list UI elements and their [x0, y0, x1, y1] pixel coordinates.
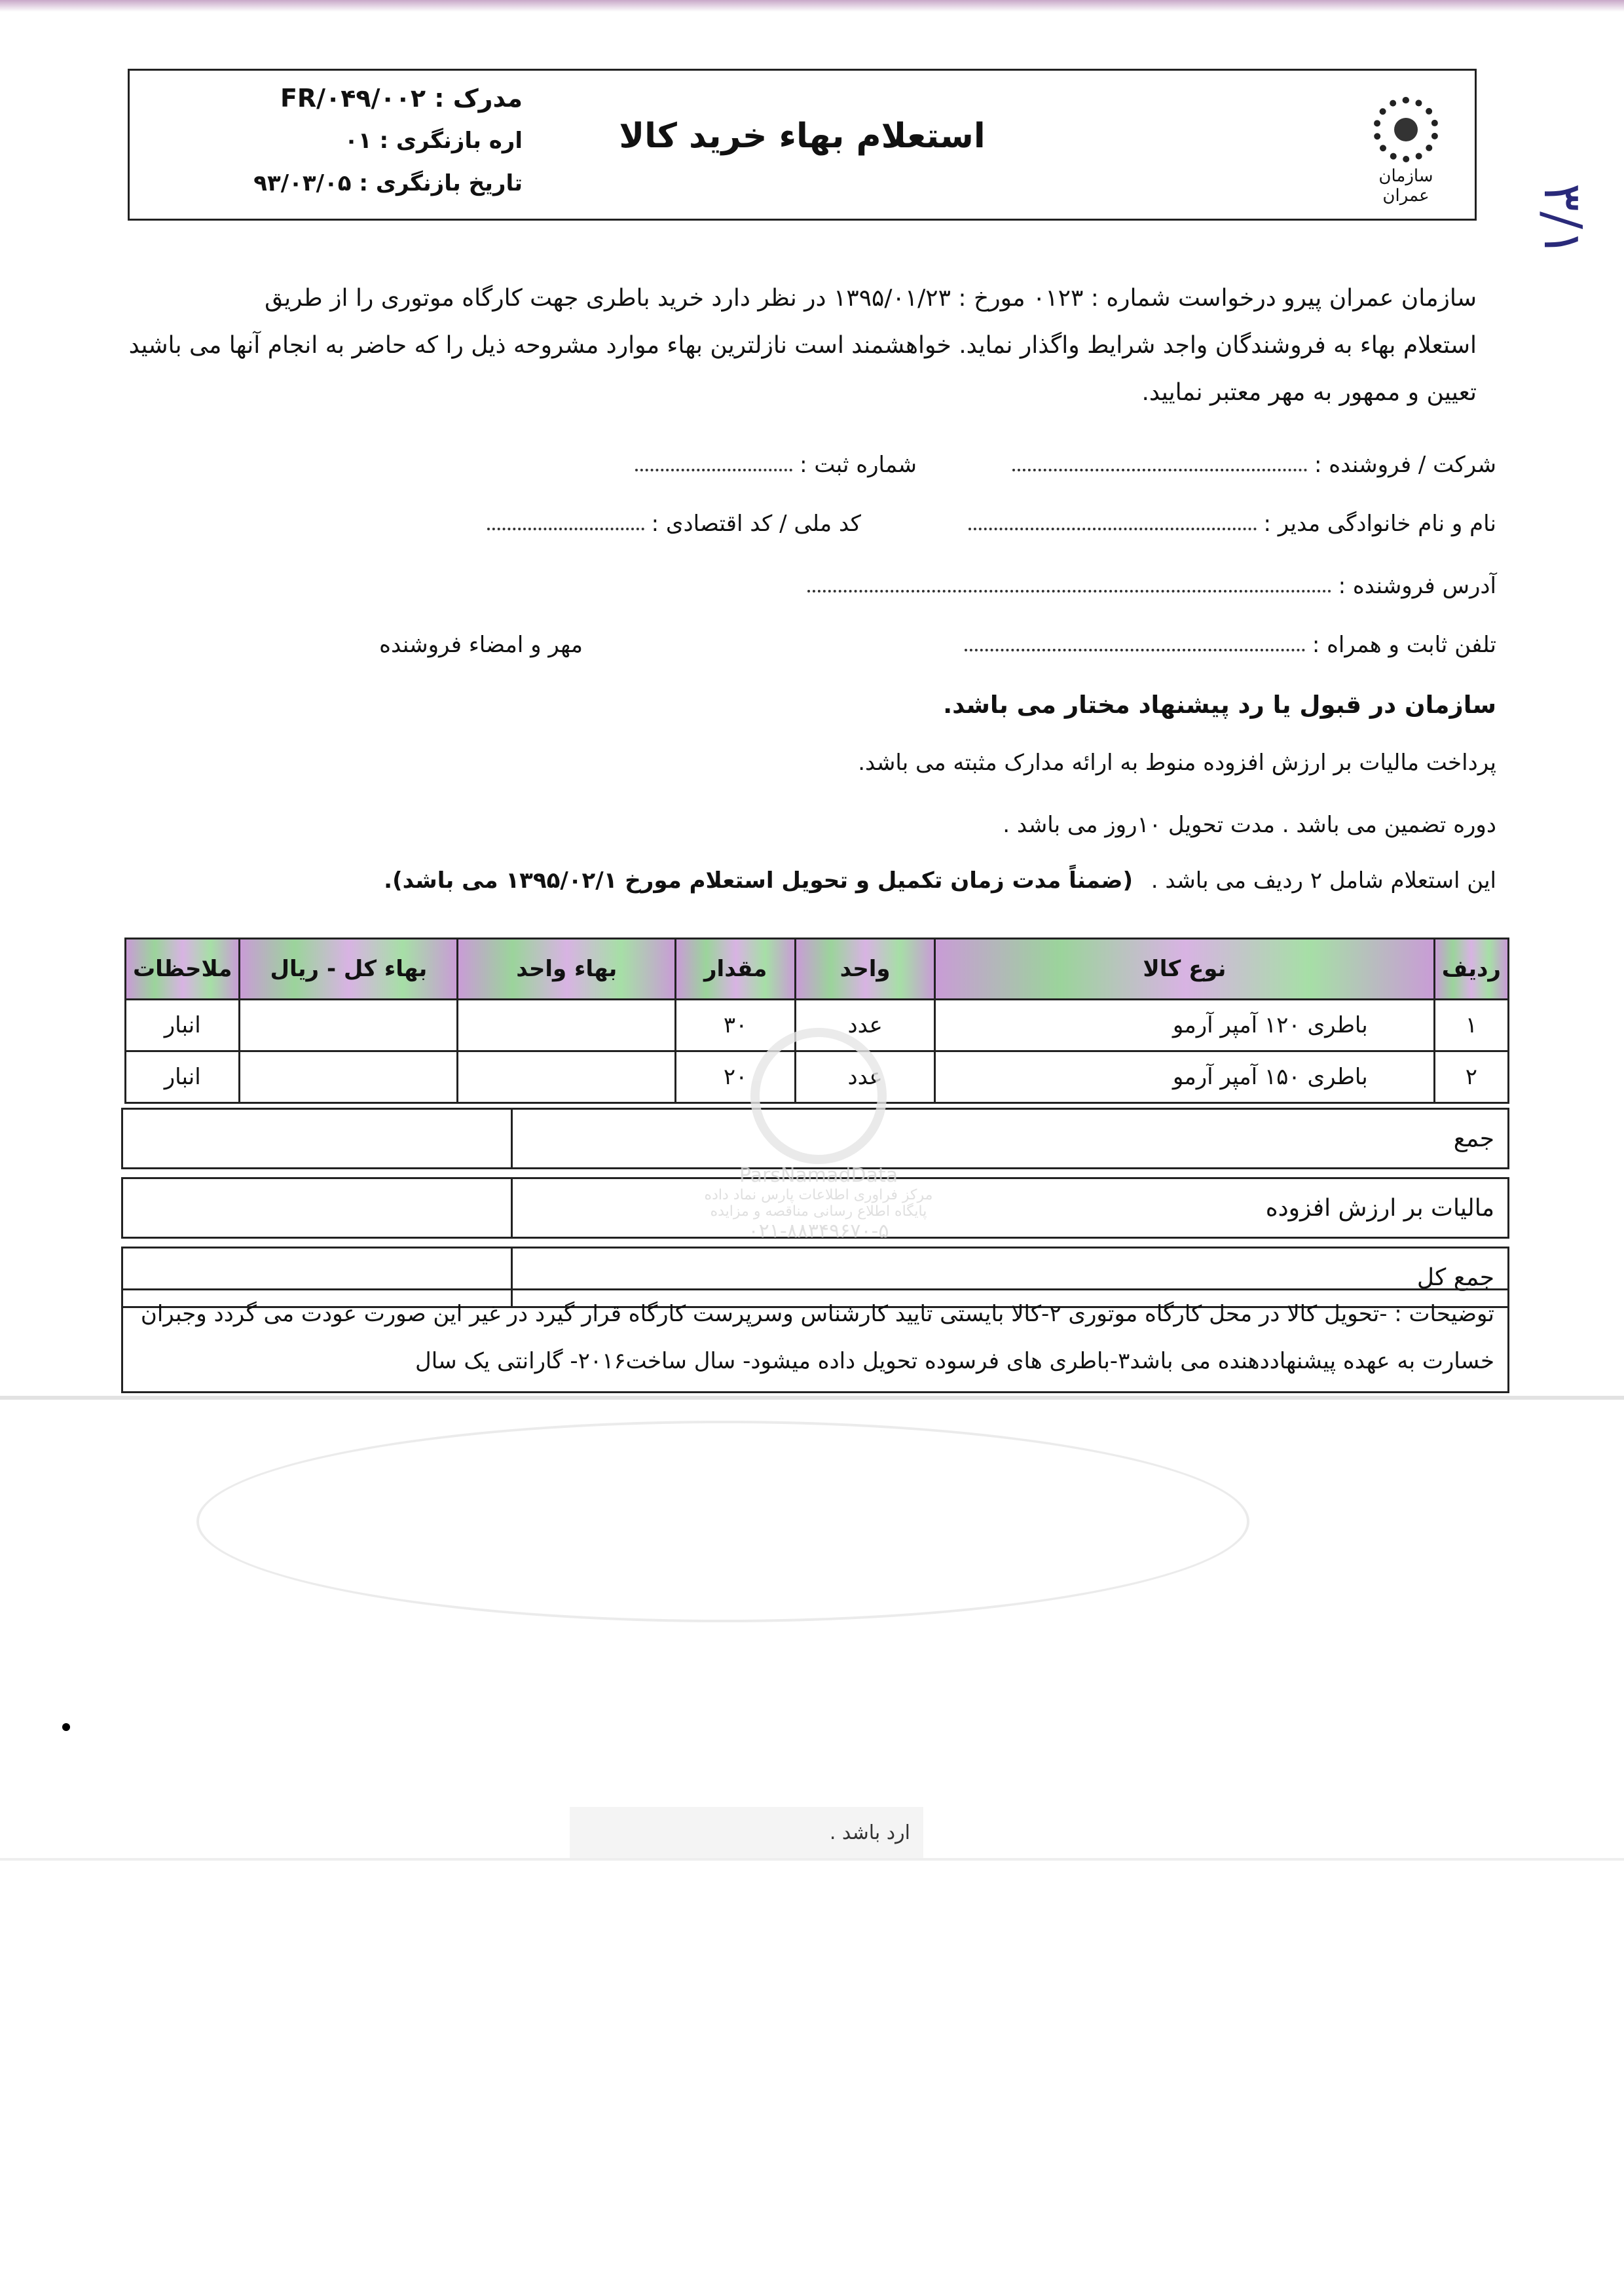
revision-date: تاریخ بازنگری : ۹۳/۰۳/۰۵: [253, 170, 523, 196]
ink-dot: [62, 1723, 70, 1731]
col-row: ردیف: [1434, 939, 1508, 1000]
national-code-field: [487, 511, 861, 537]
phone-blank[interactable]: [965, 641, 1305, 651]
intro-line: تعیین و ممهور به مهر معتبر نمایید.: [1141, 379, 1477, 406]
faded-stamp: [196, 1421, 1249, 1622]
phone-field: [965, 632, 1496, 658]
address-field: [807, 573, 1496, 599]
header-box: [128, 69, 1477, 221]
seal-label: مهر و امضاء فروشنده: [379, 632, 583, 658]
cell-row: ۱: [1434, 1000, 1508, 1051]
manager-label: نام و نام خانوادگی مدیر :: [1263, 511, 1496, 537]
notes-box: [121, 1288, 1509, 1393]
fold-line-lower: [0, 1858, 1624, 1861]
watermark: [694, 1028, 943, 1243]
col-item: نوع کالا: [935, 939, 1435, 1000]
registration-blank[interactable]: [635, 461, 792, 471]
cell-item: باطری ۱۵۰ آمپر آرمو: [935, 1051, 1435, 1103]
intro-line: استعلام بهاء به فروشندگان واجد شرایط واگذار نماید. خواهشمند است نازلترین بهاء موارد مشروحه ذیل را که حاضر به انجام آنها می باشید: [128, 332, 1477, 359]
cell-unit: عدد: [796, 1000, 935, 1051]
cell-item: باطری ۱۲۰ آمپر آرمو: [935, 1000, 1435, 1051]
cell-total-price[interactable]: [240, 1000, 458, 1051]
cell-total-price[interactable]: [240, 1051, 458, 1103]
phone-label: تلفن ثابت و همراه :: [1312, 632, 1496, 658]
manager-field: [969, 511, 1496, 537]
intro-line: سازمان عمران پیرو درخواست شماره : ۰۱۲۳ مورخ : ۱۳۹۵/۰۱/۲۳ در نظر دارد خرید باطری جهت کارگاه موتوری را از طریق: [265, 285, 1477, 312]
col-total-price: بهاء کل - ریال: [240, 939, 458, 1000]
cell-qty: ۲۰: [676, 1051, 796, 1103]
warranty-note: دوره تضمین می باشد . مدت تحویل ۱۰روز می باشد .: [1003, 812, 1496, 838]
watermark-line2: پایگاه اطلاع رسانی مناقصه و مزایده: [710, 1203, 927, 1220]
handwritten-side-mark: ۳/۱: [1532, 183, 1593, 257]
cell-row: ۲: [1434, 1051, 1508, 1103]
document-meta: [156, 77, 523, 205]
national-code-blank[interactable]: [487, 520, 644, 530]
revision-number: اره بازنگری : ۰۱: [344, 128, 523, 154]
total-value[interactable]: [122, 1109, 512, 1169]
vat-note: پرداخت مالیات بر ارزش افزوده منوط به ارائه مدارک مثبته می باشد.: [858, 750, 1496, 776]
table-header-row: [126, 939, 1509, 1000]
notes-line: توضیحات : -تحویل کالا در محل کارگاه موتوری ۲-کالا بایستی تایید کارشناس وسرپرست کارگاه قرار گیرد در غیر این صورت عودت می گردد وجبران: [140, 1301, 1494, 1327]
registration-label: شماره ثبت :: [800, 452, 917, 478]
watermark-phone: ۰۲۱-۸۸۳۴۹۶۷۰-۵: [748, 1220, 889, 1243]
fold-line: [0, 1396, 1624, 1400]
deadline-note: (ضمناً مدت زمان تکمیل و تحویل استعلام مورخ ۱۳۹۵/۰۲/۱ می باشد).: [384, 867, 1133, 894]
cell-qty: ۳۰: [676, 1000, 796, 1051]
registration-field: [635, 452, 917, 478]
notes-line: خسارت به عهده پیشنهاددهنده می باشد۳-باطری های فرسوده تحویل داده میشود- سال ساخت۲۰۱۶- گارانتی یک سال: [415, 1348, 1494, 1374]
address-blank[interactable]: [807, 582, 1331, 592]
col-qty: مقدار: [676, 939, 796, 1000]
company-blank[interactable]: [1012, 461, 1307, 471]
col-unit: واحد: [796, 939, 935, 1000]
cell-unit-price[interactable]: [458, 1000, 676, 1051]
manager-blank[interactable]: [969, 520, 1257, 530]
accept-reject-note: سازمان در قبول یا رد پیشنهاد مختار می باشد.: [943, 691, 1496, 719]
rows-count-note: این استعلام شامل ۲ ردیف می باشد .: [1151, 867, 1496, 894]
address-label: آدرس فروشنده :: [1338, 573, 1496, 599]
col-unit-price: بهاء واحد: [458, 939, 676, 1000]
doc-number: مدرک : FR/۰۴۹/۰۰۲: [280, 84, 523, 113]
cell-remarks: انبار: [126, 1000, 240, 1051]
document-title: استعلام بهاء خرید کالا: [619, 117, 986, 156]
total-label: جمع: [512, 1109, 1509, 1169]
intro-paragraph: [128, 275, 1477, 416]
footer-snippet: ارد باشد .: [570, 1807, 923, 1859]
watermark-brand: ParsNamadData: [739, 1164, 898, 1187]
top-border: [0, 0, 1624, 12]
cell-unit-price[interactable]: [458, 1051, 676, 1103]
company-field: [1012, 452, 1496, 478]
watermark-line1: مرکز فراوری اطلاعات پارس نماد داده: [704, 1187, 933, 1203]
vat-label: مالیات بر ارزش افزوده: [512, 1178, 1509, 1238]
company-label: شرکت / فروشنده :: [1314, 452, 1496, 478]
grand-total-label: جمع کل: [512, 1248, 1509, 1307]
logo-text: سازمان عمران: [1378, 166, 1433, 206]
col-remarks: ملاحظات: [126, 939, 240, 1000]
watermark-emblem-icon: [750, 1028, 887, 1164]
cell-unit: عدد: [796, 1051, 935, 1103]
cell-remarks: انبار: [126, 1051, 240, 1103]
national-code-label: کد ملی / کد اقتصادی :: [651, 511, 861, 537]
vat-value[interactable]: [122, 1178, 512, 1238]
